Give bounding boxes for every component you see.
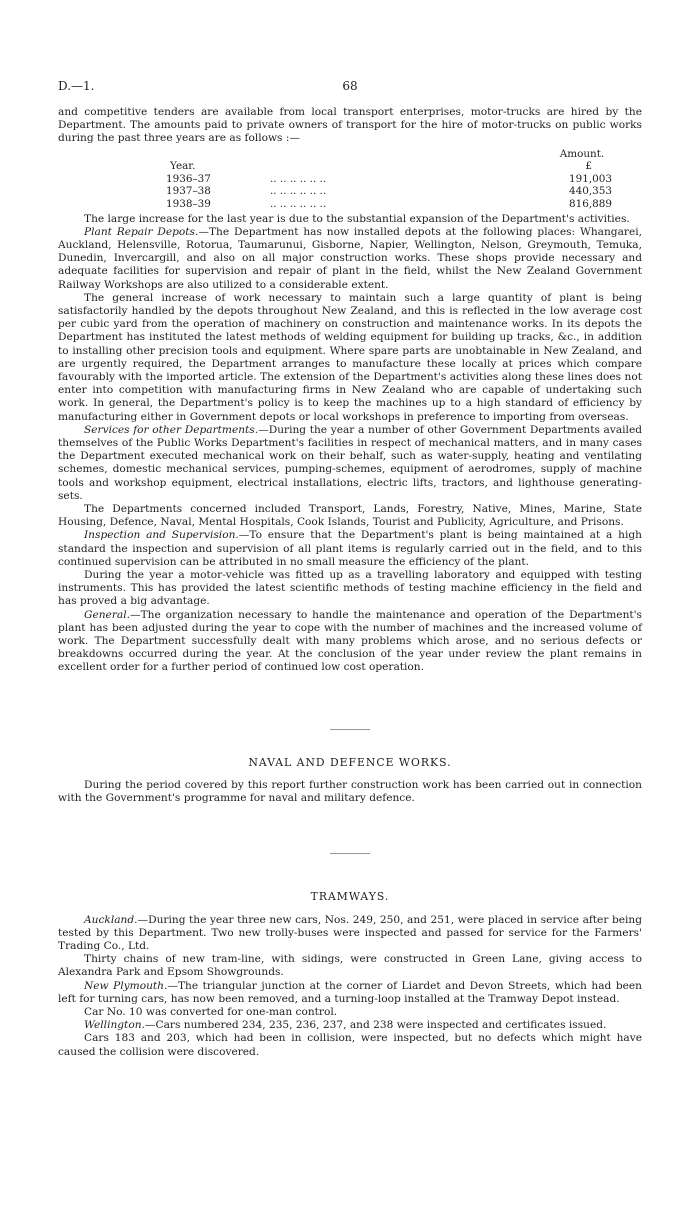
plymouth-text: —The triangular junction at the corner of Liardet and Devon Streets, which had been left for turning cars, has now been removed, and a turning-loop installed at the Tramway Depot instead. xyxy=(58,979,643,1005)
inspection-text: —To ensure that the Department's plant is being maintained at a high standard the inspection and supervision of all plant items is regularly carried out in the field, and to this continued supervision can be attributed in no small measure the efficiency of the plant. xyxy=(58,529,642,568)
plant-text: —The Department has now installed depots at the following places: Whangarei, Auckland, Helensville, Rotorua, Taumarunui, Gisborne, Napier, Wellington, Nelson, Greymouth, Temuka, Dunedin, Invercargill, and also on all major construction works. These shops provide necessary and adequate facilities for supervision and repair of plant in the field, whilst the New Zealand Government Railway Workshops are also utilized to a considerable extent. xyxy=(58,225,642,291)
table-leader: .. .. .. .. .. .. xyxy=(270,197,327,210)
page-number: 68 xyxy=(342,79,358,93)
table-row xyxy=(58,198,642,211)
table-amount: 191,003 xyxy=(569,172,612,185)
plymouth-heading: New Plymouth. xyxy=(84,979,168,992)
departments-paragraph: The Departments concerned included Transport, Lands, Forestry, Native, Mines, Marine, State Housing, Defence, Naval, Mental Hospitals, Cook Islands, Tourist and Publicity, Agriculture, and Prisons. xyxy=(58,503,642,529)
hire-table xyxy=(58,148,642,211)
auckland-paragraph xyxy=(58,914,642,954)
amount-header: Amount. xyxy=(559,147,605,160)
tramways-heading: TRAMWAYS. xyxy=(310,890,390,904)
auckland-text: —During the year three new cars, Nos. 249, 250, and 251, were placed in service after being tested by this Department. Two new trolly-buses were inspected and passed for service for the Farmers' Trading Co., Ltd. xyxy=(58,913,642,952)
naval-heading: NAVAL AND DEFENCE WORKS. xyxy=(248,755,452,769)
services-heading: Services for other Departments. xyxy=(84,423,259,436)
cars-183-paragraph: Cars 183 and 203, which had been in collision, were inspected, but no defects which might have caused the collision were discovered. xyxy=(58,1032,642,1058)
services-paragraph xyxy=(58,424,642,503)
table-year: 1937–38 xyxy=(166,185,211,198)
year-header: Year. xyxy=(170,160,196,173)
table-header-row xyxy=(58,160,642,173)
table-leader: .. .. .. .. .. .. xyxy=(270,172,327,185)
motor-vehicle-paragraph: During the year a motor-vehicle was fitted up as a travelling laboratory and equipped with testing instruments. This has provided the latest scientific methods of testing machine efficiency in the field and has proved a big advantage. xyxy=(58,569,642,608)
general-increase-paragraph: The general increase of work necessary to maintain such a large quantity of plant is being satisfactorily handled by the depots throughout New Zealand, and this is reflected in the low average cost per cubic yard from the operation of machinery on construction and maintenance works. In its depots the Department has instituted the latest methods of welding equipment for building up tracks, &c., in addition to installing other precision tools and equipment. Where spare parts are unobtainable in New Zealand, and are urgently required, the Department arranges to manufacture these locally at prices which compare favourably with the imported article. The extension of the Department's activities along these lines does not enter into competition with manufacturing firms in New Zealand who are capable of undertaking such work. In general, the Department's policy is to keep the machines up to a high standard of efficiency by manufacturing either in Government depots or local workshops in preference to importing from overseas. xyxy=(58,291,642,423)
plant-heading: Plant Repair Depots. xyxy=(84,225,199,238)
increase-paragraph: The large increase for the last year is due to the substantial expansion of the Department's activities. xyxy=(84,212,630,225)
table-amount-header xyxy=(58,148,642,161)
plant-paragraph xyxy=(58,226,642,292)
wellington-heading: Wellington. xyxy=(84,1019,145,1032)
auckland-heading: Auckland. xyxy=(84,913,138,926)
thirty-chains-paragraph: Thirty chains of new tram-line, with sidings, were constructed in Green Lane, giving access to Alexandra Park and Epsom Showgrounds. xyxy=(58,953,642,979)
general-paragraph xyxy=(58,609,642,675)
inspection-heading: Inspection and Supervision. xyxy=(84,529,239,542)
inspection-paragraph xyxy=(58,529,642,569)
table-amount: 816,889 xyxy=(569,197,612,210)
services-text: —During the year a number of other Government Departments availed themselves of the Public Works Department's facilities in respect of mechanical matters, and in many cases the Department executed mechanical work on their behalf, such as water-supply, heating and ventilating schemes, domestic mechanical services, pumping-schemes, equipment of aerodromes, supply of machine tools and workshop equipment, electrical installations, electric lifts, tractors, and lighthouse generating-sets. xyxy=(58,423,642,502)
intro-paragraph: and competitive tenders are available from local transport enterprises, motor-trucks are hired by the Department. The amounts paid to private owners of transport for the hire of motor-trucks on public works during the past three years are as follows :— xyxy=(58,106,642,145)
page-reference: D.—1. xyxy=(58,79,95,93)
table-amount: 440,353 xyxy=(569,185,612,198)
wellington-text: —Cars numbered 234, 235, 236, 237, and 238 were inspected and certificates issued. xyxy=(144,1019,607,1032)
wellington-paragraph xyxy=(58,1019,642,1032)
page-content xyxy=(58,80,642,1059)
general-text: —The organization necessary to handle the maintenance and operation of the Department's plant has been adjusted during the year to cope with the number of machines and the increased volume of work. The Department successfully dealt with many problems which arose, and no serious defects or breakdowns occurred during the year. At the conclusion of the year under review the plant remains in excellent order for a further period of continued low cost operation. xyxy=(58,608,642,674)
general-heading: General. xyxy=(84,608,130,621)
table-year: 1938–39 xyxy=(166,197,211,210)
plymouth-paragraph xyxy=(58,980,642,1006)
car-10-paragraph: Car No. 10 was converted for one-man control. xyxy=(84,1005,338,1018)
table-year: 1936–37 xyxy=(166,172,211,185)
naval-paragraph: During the period covered by this report further construction work has been carried out in connection with the Government's programme for naval and military defence. xyxy=(58,778,642,805)
currency-header: £ xyxy=(585,160,592,173)
table-leader: .. .. .. .. .. .. xyxy=(270,185,327,198)
table-row xyxy=(58,173,642,186)
table-row xyxy=(58,185,642,198)
